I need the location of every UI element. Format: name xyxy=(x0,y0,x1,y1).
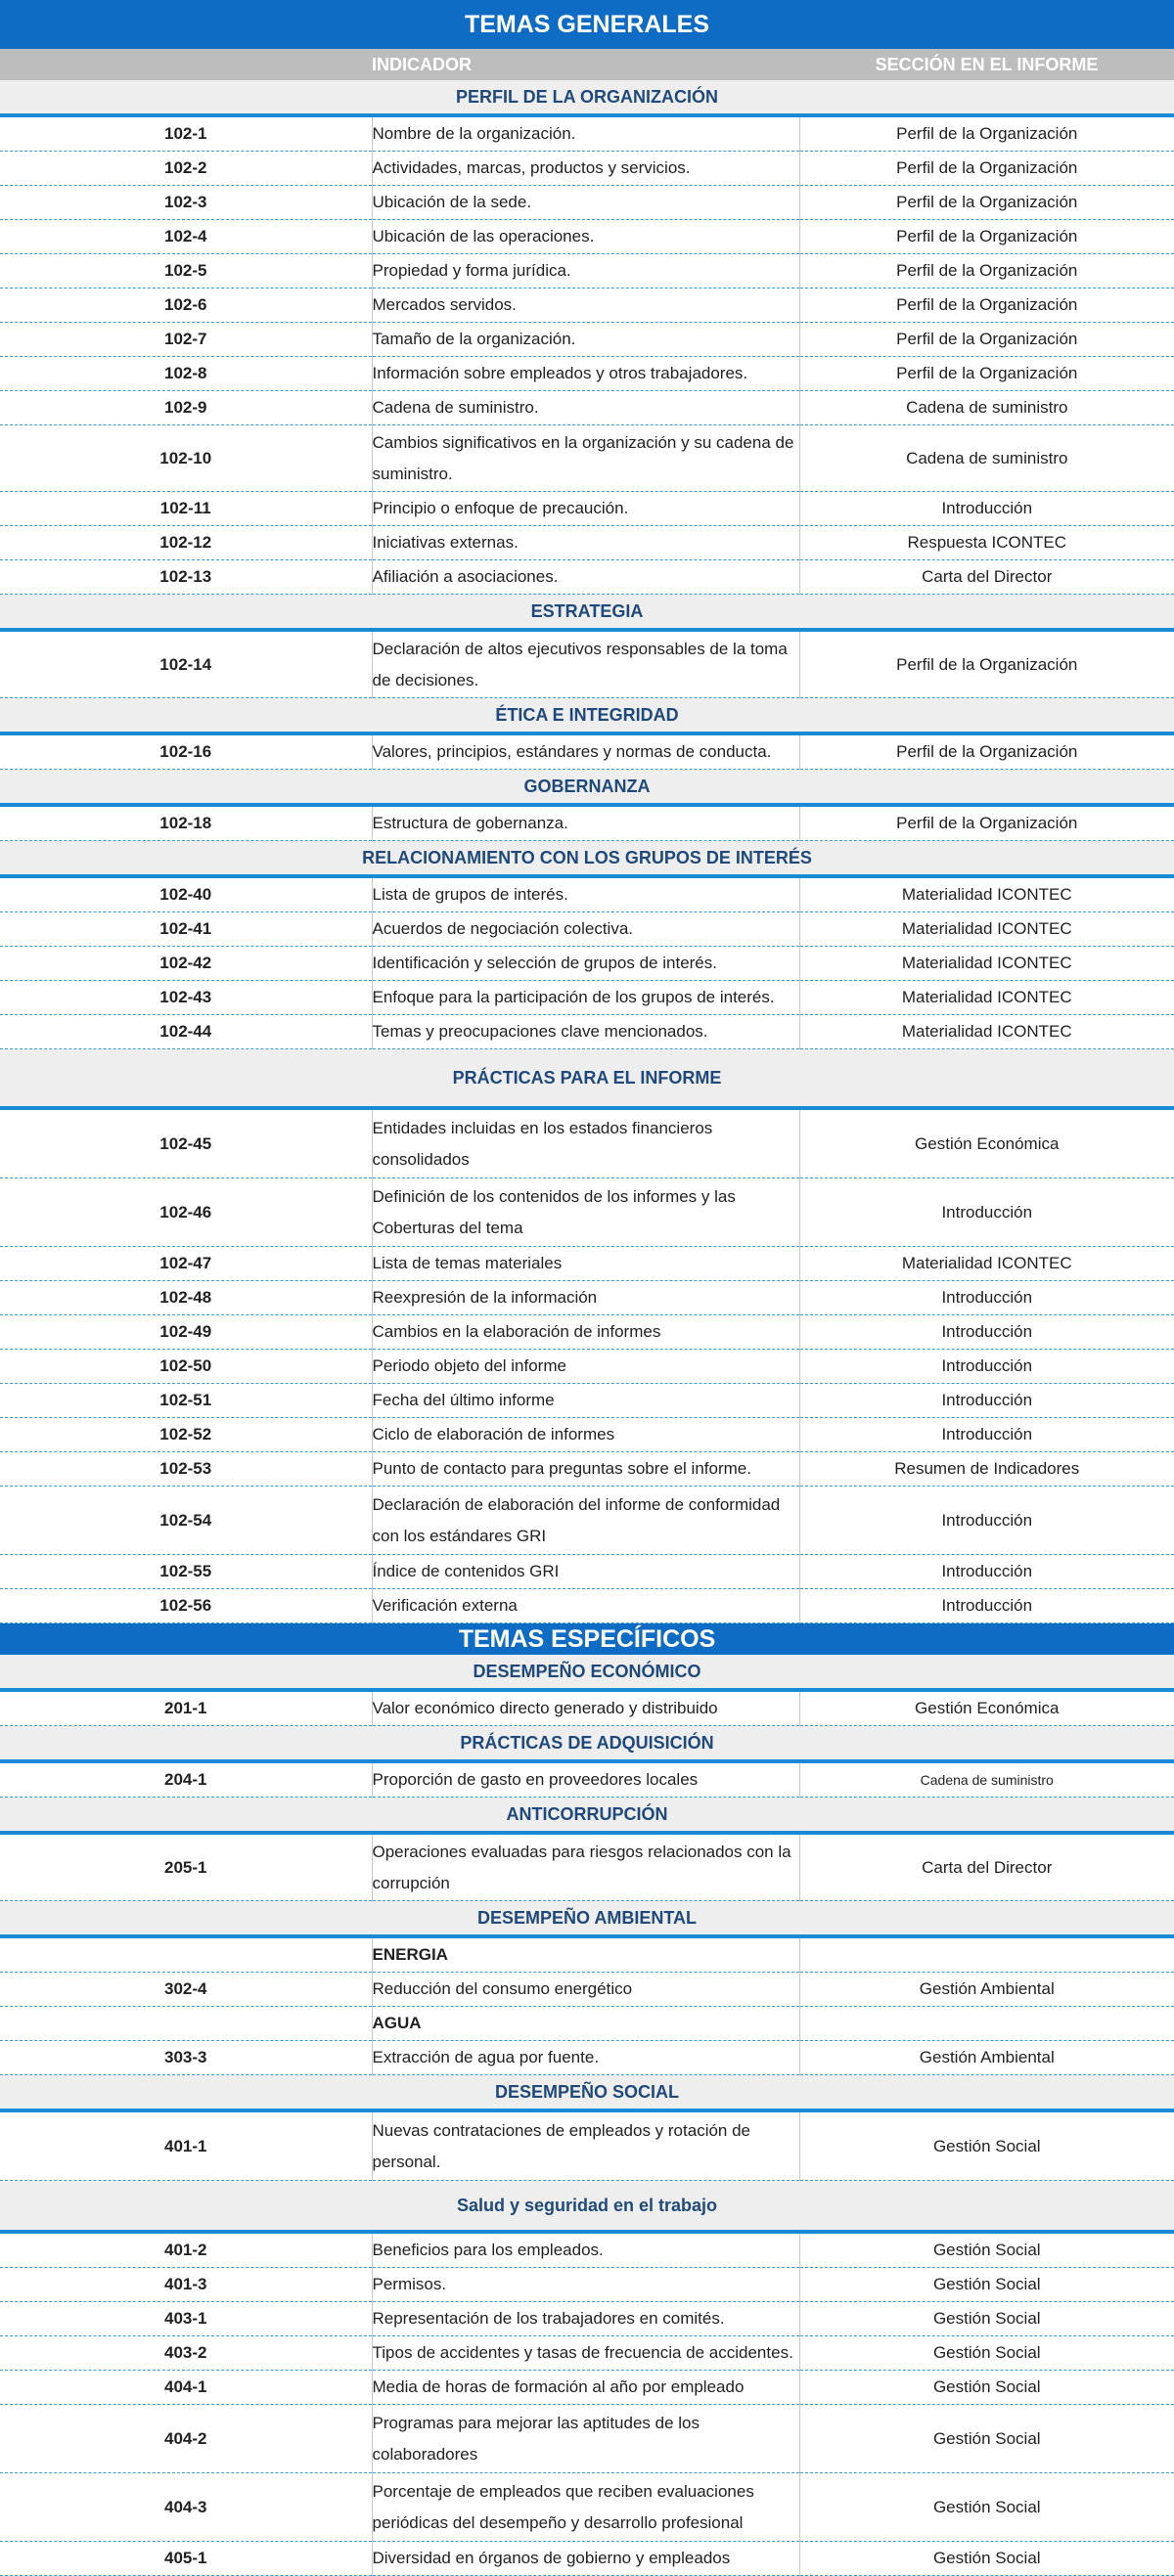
report-section: Gestión Social xyxy=(799,2110,1174,2181)
section-title: PRÁCTICAS DE ADQUISICIÓN xyxy=(0,1726,1174,1762)
indicator-description: Tipos de accidentes y tasas de frecuencia de accidentes. xyxy=(372,2336,799,2371)
section-header xyxy=(0,2181,1174,2233)
indicator-description: Nuevas contrataciones de empleados y rotación de personal. xyxy=(372,2110,799,2181)
report-section: Carta del Director xyxy=(799,560,1174,595)
indicator-description: Programas para mejorar las aptitudes de los colaboradores xyxy=(372,2405,799,2473)
column-header-row xyxy=(0,49,1174,80)
indicator-code: 102-12 xyxy=(0,526,372,560)
report-section: Resumen de Indicadores xyxy=(799,1452,1174,1487)
table-row xyxy=(0,805,1174,841)
report-section: Perfil de la Organización xyxy=(799,733,1174,770)
table-row xyxy=(0,1384,1174,1418)
indicator-code: 102-40 xyxy=(0,876,372,912)
report-section: Gestión Social xyxy=(799,2371,1174,2405)
table-row xyxy=(0,1315,1174,1350)
indicator-description: Cambios significativos en la organización y su cadena de suministro. xyxy=(372,425,799,492)
report-section: Introducción xyxy=(799,1281,1174,1315)
table-row xyxy=(0,1178,1174,1247)
indicator-description: Acuerdos de negociación colectiva. xyxy=(372,912,799,947)
indicator-description: Beneficios para los empleados. xyxy=(372,2232,799,2268)
indicator-description: Representación de los trabajadores en comités. xyxy=(372,2302,799,2336)
report-section: Perfil de la Organización xyxy=(799,357,1174,391)
table-row xyxy=(0,1555,1174,1589)
indicator-description: Nombre de la organización. xyxy=(372,115,799,152)
indicator-code: 401-1 xyxy=(0,2110,372,2181)
indicator-code: 102-49 xyxy=(0,1315,372,1350)
indicator-code: 403-2 xyxy=(0,2336,372,2371)
indicator-description: Punto de contacto para preguntas sobre el informe. xyxy=(372,1452,799,1487)
table-row xyxy=(0,425,1174,492)
subheading-blank-code xyxy=(0,1936,372,1973)
table-row xyxy=(0,1015,1174,1049)
report-section: Carta del Director xyxy=(799,1833,1174,1901)
indicator-code: 102-3 xyxy=(0,186,372,220)
section-title: ANTICORRUPCIÓN xyxy=(0,1798,1174,1834)
table-row xyxy=(0,2473,1174,2542)
section-title: ÉTICA E INTEGRIDAD xyxy=(0,698,1174,734)
table-row xyxy=(0,2336,1174,2371)
table-row xyxy=(0,1833,1174,1901)
indicator-code: 102-13 xyxy=(0,560,372,595)
report-section: Materialidad ICONTEC xyxy=(799,912,1174,947)
section-title: PERFIL DE LA ORGANIZACIÓN xyxy=(0,80,1174,115)
table-row xyxy=(0,152,1174,186)
indicator-code: 102-11 xyxy=(0,492,372,526)
indicator-description: Fecha del último informe xyxy=(372,1384,799,1418)
column-header-code xyxy=(0,49,372,80)
table-row xyxy=(0,947,1174,981)
indicator-code: 102-45 xyxy=(0,1108,372,1178)
table-row xyxy=(0,1589,1174,1623)
indicator-description: Valor económico directo generado y distribuido xyxy=(372,1690,799,1726)
indicator-description: Porcentaje de empleados que reciben evaluaciones periódicas del desempeño y desarrollo profesional xyxy=(372,2473,799,2542)
report-section: Cadena de suministro xyxy=(799,391,1174,425)
report-section: Perfil de la Organización xyxy=(799,805,1174,841)
report-section: Perfil de la Organización xyxy=(799,186,1174,220)
table-row xyxy=(0,912,1174,947)
indicator-code: 102-44 xyxy=(0,1015,372,1049)
report-section: Materialidad ICONTEC xyxy=(799,947,1174,981)
indicator-code: 102-5 xyxy=(0,254,372,289)
report-section: Gestión Social xyxy=(799,2473,1174,2542)
report-section: Introducción xyxy=(799,1384,1174,1418)
indicator-description: Lista de temas materiales xyxy=(372,1247,799,1281)
section-header xyxy=(0,1049,1174,1109)
subheading-blank-code xyxy=(0,2007,372,2041)
section-title: GOBERNANZA xyxy=(0,770,1174,806)
report-section: Cadena de suministro xyxy=(799,1761,1174,1798)
indicator-code: 102-42 xyxy=(0,947,372,981)
section-banner xyxy=(0,0,1174,49)
section-title: ESTRATEGIA xyxy=(0,595,1174,631)
table-row xyxy=(0,2371,1174,2405)
table-row xyxy=(0,1690,1174,1726)
table-row xyxy=(0,2041,1174,2075)
section-header xyxy=(0,2075,1174,2111)
indicator-description: Permisos. xyxy=(372,2268,799,2302)
table-row xyxy=(0,2232,1174,2268)
indicator-code: 303-3 xyxy=(0,2041,372,2075)
report-section: Gestión Social xyxy=(799,2542,1174,2576)
indicator-description: Declaración de elaboración del informe de conformidad con los estándares GRI xyxy=(372,1487,799,1555)
indicator-description: Temas y preocupaciones clave mencionados. xyxy=(372,1015,799,1049)
table-row xyxy=(0,220,1174,254)
indicator-code: 401-2 xyxy=(0,2232,372,2268)
table-row xyxy=(0,2110,1174,2181)
section-title: DESEMPEÑO ECONÓMICO xyxy=(0,1655,1174,1690)
report-section: Introducción xyxy=(799,492,1174,526)
indicator-code: 102-48 xyxy=(0,1281,372,1315)
indicator-description: Propiedad y forma jurídica. xyxy=(372,254,799,289)
indicator-description: Información sobre empleados y otros trabajadores. xyxy=(372,357,799,391)
section-title: RELACIONAMIENTO CON LOS GRUPOS DE INTERÉS xyxy=(0,841,1174,877)
indicator-description: Periodo objeto del informe xyxy=(372,1350,799,1384)
indicator-description: Declaración de altos ejecutivos responsables de la toma de decisiones. xyxy=(372,630,799,698)
indicator-code: 102-4 xyxy=(0,220,372,254)
indicator-description: Reexpresión de la información xyxy=(372,1281,799,1315)
report-section: Materialidad ICONTEC xyxy=(799,876,1174,912)
section-header xyxy=(0,80,1174,115)
indicator-code: 204-1 xyxy=(0,1761,372,1798)
column-header-indicador: INDICADOR xyxy=(372,49,799,80)
indicator-description: Enfoque para la participación de los grupos de interés. xyxy=(372,981,799,1015)
indicator-code: 102-18 xyxy=(0,805,372,841)
section-header xyxy=(0,1655,1174,1690)
report-section: Gestión Social xyxy=(799,2405,1174,2473)
table-row xyxy=(0,526,1174,560)
section-title: Salud y seguridad en el trabajo xyxy=(0,2181,1174,2233)
indicator-description: Ubicación de las operaciones. xyxy=(372,220,799,254)
table-row xyxy=(0,1108,1174,1178)
indicator-code: 102-7 xyxy=(0,323,372,357)
section-banner xyxy=(0,1623,1174,1656)
indicator-code: 102-55 xyxy=(0,1555,372,1589)
section-header xyxy=(0,1726,1174,1762)
table-row xyxy=(0,2405,1174,2473)
report-section: Gestión Económica xyxy=(799,1690,1174,1726)
report-section: Introducción xyxy=(799,1315,1174,1350)
indicator-description: Operaciones evaluadas para riesgos relacionados con la corrupción xyxy=(372,1833,799,1901)
indicator-code: 102-14 xyxy=(0,630,372,698)
table-row xyxy=(0,1281,1174,1315)
indicator-description: Índice de contenidos GRI xyxy=(372,1555,799,1589)
column-header-seccion: SECCIÓN EN EL INFORME xyxy=(799,49,1174,80)
table-row xyxy=(0,981,1174,1015)
report-section: Introducción xyxy=(799,1418,1174,1452)
table-row xyxy=(0,1247,1174,1281)
indicator-description: Actividades, marcas, productos y servicios. xyxy=(372,152,799,186)
indicator-description: Proporción de gasto en proveedores locales xyxy=(372,1761,799,1798)
report-section: Gestión Social xyxy=(799,2232,1174,2268)
table-row xyxy=(0,391,1174,425)
report-section: Introducción xyxy=(799,1487,1174,1555)
indicator-code: 102-10 xyxy=(0,425,372,492)
report-section: Gestión Social xyxy=(799,2302,1174,2336)
indicator-code: 405-1 xyxy=(0,2542,372,2576)
indicator-code: 401-3 xyxy=(0,2268,372,2302)
subheading-label: AGUA xyxy=(372,2007,799,2041)
section-header xyxy=(0,1798,1174,1834)
report-section: Gestión Social xyxy=(799,2336,1174,2371)
report-section: Gestión Social xyxy=(799,2268,1174,2302)
indicator-description: Cadena de suministro. xyxy=(372,391,799,425)
indicator-code: 102-6 xyxy=(0,289,372,323)
report-section: Materialidad ICONTEC xyxy=(799,981,1174,1015)
table-row xyxy=(0,2302,1174,2336)
report-section: Perfil de la Organización xyxy=(799,115,1174,152)
report-section: Cadena de suministro xyxy=(799,425,1174,492)
report-section: Perfil de la Organización xyxy=(799,220,1174,254)
indicator-description: Verificación externa xyxy=(372,1589,799,1623)
subheading-row xyxy=(0,1936,1174,1973)
report-section: Gestión Económica xyxy=(799,1108,1174,1178)
table-row xyxy=(0,1487,1174,1555)
table-row xyxy=(0,186,1174,220)
indicator-description: Principio o enfoque de precaución. xyxy=(372,492,799,526)
section-title: DESEMPEÑO SOCIAL xyxy=(0,2075,1174,2111)
report-section: Introducción xyxy=(799,1178,1174,1247)
report-section: Materialidad ICONTEC xyxy=(799,1247,1174,1281)
section-title: PRÁCTICAS PARA EL INFORME xyxy=(0,1049,1174,1109)
indicator-description: Lista de grupos de interés. xyxy=(372,876,799,912)
indicator-code: 102-53 xyxy=(0,1452,372,1487)
table-row xyxy=(0,492,1174,526)
indicator-description: Valores, principios, estándares y normas de conducta. xyxy=(372,733,799,770)
indicator-description: Diversidad en órganos de gobierno y empleados xyxy=(372,2542,799,2576)
indicator-code: 102-51 xyxy=(0,1384,372,1418)
indicator-description: Mercados servidos. xyxy=(372,289,799,323)
indicator-code: 404-3 xyxy=(0,2473,372,2542)
table-row xyxy=(0,1761,1174,1798)
section-header xyxy=(0,1901,1174,1937)
indicator-code: 102-43 xyxy=(0,981,372,1015)
indicator-code: 205-1 xyxy=(0,1833,372,1901)
section-header xyxy=(0,698,1174,734)
indicator-description: Ubicación de la sede. xyxy=(372,186,799,220)
table-row xyxy=(0,560,1174,595)
indicator-code: 102-54 xyxy=(0,1487,372,1555)
indicator-description: Entidades incluidas en los estados financieros consolidados xyxy=(372,1108,799,1178)
report-section: Perfil de la Organización xyxy=(799,254,1174,289)
indicator-code: 102-2 xyxy=(0,152,372,186)
report-section: Perfil de la Organización xyxy=(799,323,1174,357)
indicator-description: Extracción de agua por fuente. xyxy=(372,2041,799,2075)
indicator-description: Reducción del consumo energético xyxy=(372,1973,799,2007)
indicator-code: 404-1 xyxy=(0,2371,372,2405)
subheading-label: ENERGIA xyxy=(372,1936,799,1973)
table-row xyxy=(0,357,1174,391)
section-header xyxy=(0,841,1174,877)
indicator-description: Cambios en la elaboración de informes xyxy=(372,1315,799,1350)
report-section: Introducción xyxy=(799,1555,1174,1589)
indicator-code: 102-1 xyxy=(0,115,372,152)
indicator-description: Media de horas de formación al año por empleado xyxy=(372,2371,799,2405)
table-row xyxy=(0,1350,1174,1384)
report-section: Introducción xyxy=(799,1350,1174,1384)
table-row xyxy=(0,115,1174,152)
section-header xyxy=(0,595,1174,631)
indicator-code: 102-41 xyxy=(0,912,372,947)
indicator-code: 102-16 xyxy=(0,733,372,770)
indicator-code: 102-52 xyxy=(0,1418,372,1452)
indicator-code: 102-9 xyxy=(0,391,372,425)
indicator-code: 102-46 xyxy=(0,1178,372,1247)
table-row xyxy=(0,630,1174,698)
report-section: Introducción xyxy=(799,1589,1174,1623)
report-section: Perfil de la Organización xyxy=(799,630,1174,698)
banner-title: TEMAS GENERALES xyxy=(0,0,1174,49)
indicator-code: 102-8 xyxy=(0,357,372,391)
report-section: Perfil de la Organización xyxy=(799,152,1174,186)
table-row xyxy=(0,254,1174,289)
table-row xyxy=(0,876,1174,912)
table-row xyxy=(0,2542,1174,2576)
subheading-row xyxy=(0,2007,1174,2041)
indicator-description: Afiliación a asociaciones. xyxy=(372,560,799,595)
indicator-description: Definición de los contenidos de los informes y las Coberturas del tema xyxy=(372,1178,799,1247)
indicator-code: 102-47 xyxy=(0,1247,372,1281)
banner-title: TEMAS ESPECÍFICOS xyxy=(0,1623,1174,1656)
section-header xyxy=(0,770,1174,806)
indicator-code: 201-1 xyxy=(0,1690,372,1726)
table-row xyxy=(0,289,1174,323)
indicator-description: Identificación y selección de grupos de interés. xyxy=(372,947,799,981)
table-row xyxy=(0,1418,1174,1452)
table-row xyxy=(0,1452,1174,1487)
report-section: Perfil de la Organización xyxy=(799,289,1174,323)
indicator-code: 302-4 xyxy=(0,1973,372,2007)
indicator-code: 102-56 xyxy=(0,1589,372,1623)
indicator-code: 404-2 xyxy=(0,2405,372,2473)
indicator-description: Tamaño de la organización. xyxy=(372,323,799,357)
indicator-description: Iniciativas externas. xyxy=(372,526,799,560)
table-row xyxy=(0,323,1174,357)
indicator-code: 403-1 xyxy=(0,2302,372,2336)
table-row xyxy=(0,1973,1174,2007)
subheading-blank-section xyxy=(799,1936,1174,1973)
indicator-code: 102-50 xyxy=(0,1350,372,1384)
report-section: Gestión Ambiental xyxy=(799,2041,1174,2075)
table-row xyxy=(0,2268,1174,2302)
indicator-description: Estructura de gobernanza. xyxy=(372,805,799,841)
report-section: Materialidad ICONTEC xyxy=(799,1015,1174,1049)
indicator-description: Ciclo de elaboración de informes xyxy=(372,1418,799,1452)
report-section: Gestión Ambiental xyxy=(799,1973,1174,2007)
subheading-blank-section xyxy=(799,2007,1174,2041)
section-title: DESEMPEÑO AMBIENTAL xyxy=(0,1901,1174,1937)
report-section: Respuesta ICONTEC xyxy=(799,526,1174,560)
table-row xyxy=(0,733,1174,770)
